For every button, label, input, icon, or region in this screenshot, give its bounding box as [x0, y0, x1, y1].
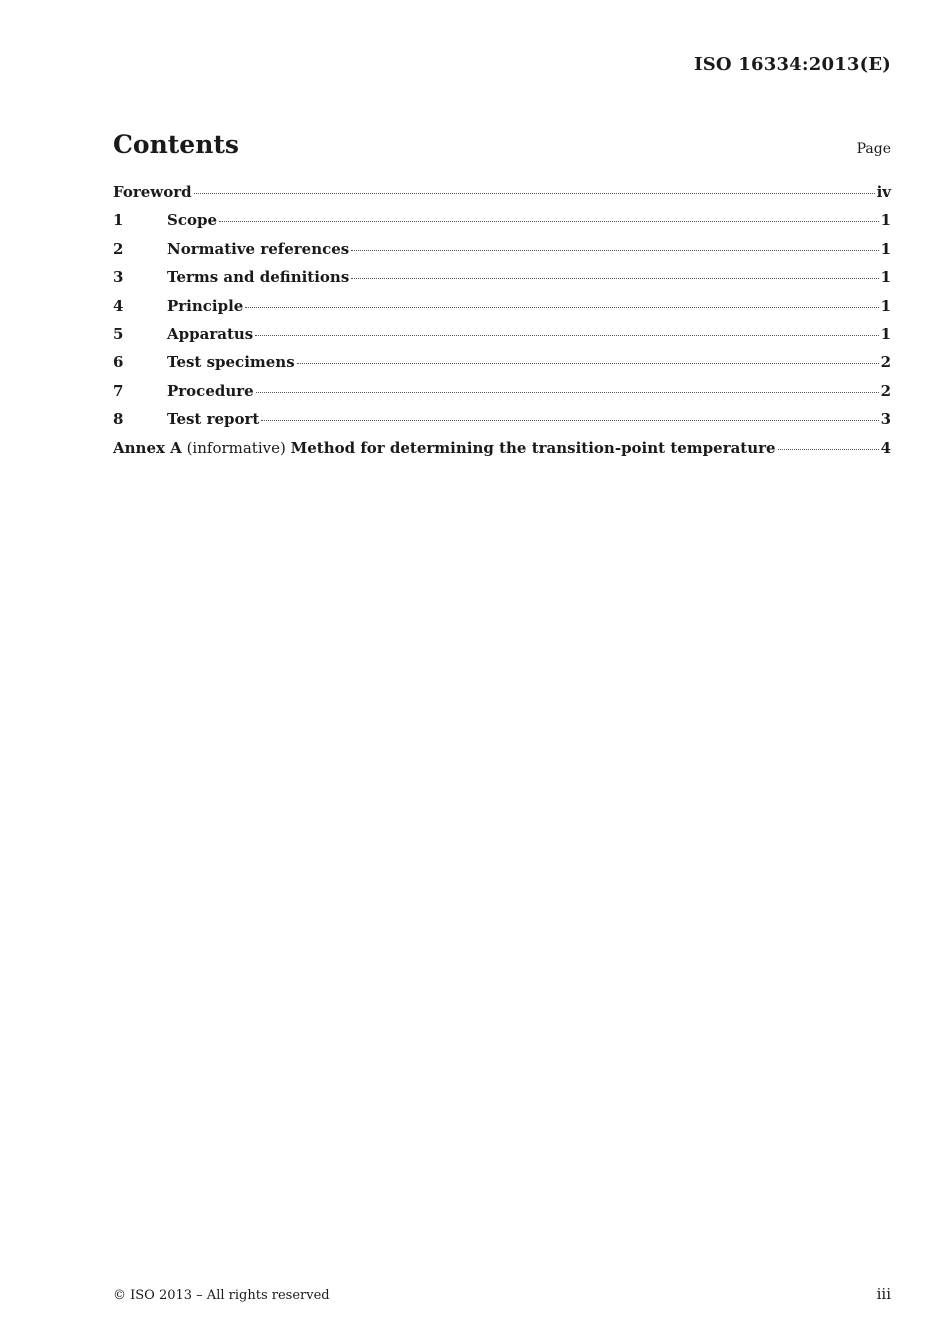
toc-leader-dots: [261, 420, 878, 421]
toc-entry-title: Normative references: [167, 239, 350, 258]
toc-entry-page: 1: [880, 268, 891, 287]
toc-leader-dots: [245, 307, 878, 308]
toc-leader-dots: [351, 250, 878, 251]
toc-entry-test-specimens[interactable]: [113, 353, 891, 381]
toc-entry-apparatus[interactable]: [113, 325, 891, 353]
toc-entry-page: 1: [880, 296, 891, 315]
toc-entry-title: Principle: [167, 296, 244, 315]
contents-title: Contents: [113, 130, 240, 159]
toc-entry-test-report[interactable]: [113, 410, 891, 438]
toc-entry-number: 1: [113, 211, 124, 230]
toc-leader-dots: [219, 221, 879, 222]
toc-entry-scope[interactable]: [113, 211, 891, 239]
toc-entry-page: 2: [880, 381, 891, 400]
toc-entry-number: 5: [113, 324, 124, 343]
toc-entry-number: 3: [113, 268, 124, 287]
toc-entry-title: Scope: [167, 211, 218, 230]
toc-entry-terms-and-definitions[interactable]: [113, 268, 891, 296]
toc-entry-foreword[interactable]: [113, 183, 891, 211]
page-footer: [113, 1285, 891, 1303]
toc-entry-page: 1: [880, 324, 891, 343]
annex-type: (informative): [186, 438, 286, 457]
toc-leader-dots: [194, 193, 875, 194]
annex-label: Annex A: [113, 438, 182, 457]
toc-entry-title: Procedure: [167, 381, 254, 400]
toc-entry-page: 1: [880, 239, 891, 258]
toc-entry-annex-a[interactable]: [113, 439, 891, 467]
toc-entry-number: 4: [113, 296, 124, 315]
toc-leader-dots: [778, 449, 879, 450]
contents-header: [113, 130, 891, 159]
toc-entry-page: iv: [876, 183, 891, 201]
document-id: ISO 16334:2013(E): [694, 54, 891, 75]
toc-entry-number: 2: [113, 239, 124, 258]
toc-entry-title: Apparatus: [167, 324, 254, 343]
toc-entry-page: 4: [880, 438, 891, 457]
toc-entry-title: Foreword: [113, 183, 192, 201]
toc-entry-procedure[interactable]: [113, 382, 891, 410]
table-of-contents: [113, 183, 891, 467]
toc-entry-number: 6: [113, 353, 124, 372]
page-number: iii: [876, 1285, 891, 1303]
toc-entry-page: 2: [880, 353, 891, 372]
copyright-notice: © ISO 2013 – All rights reserved: [113, 1288, 330, 1303]
toc-leader-dots: [255, 335, 878, 336]
toc-leader-dots: [351, 278, 878, 279]
toc-entry-title: Test specimens: [167, 353, 295, 372]
toc-entry-number: 7: [113, 381, 124, 400]
toc-leader-dots: [256, 392, 879, 393]
toc-entry-page: 1: [880, 211, 891, 230]
toc-leader-dots: [297, 363, 879, 364]
toc-entry-number: 8: [113, 410, 124, 429]
page-column-label: Page: [856, 141, 891, 157]
annex-title: Method for determining the transition-point temperature: [290, 438, 776, 457]
toc-entry-normative-references[interactable]: [113, 240, 891, 268]
toc-entry-title: Terms and definitions: [167, 268, 350, 287]
toc-entry-page: 3: [880, 410, 891, 429]
toc-entry-title: Test report: [167, 410, 260, 429]
toc-entry-principle[interactable]: [113, 297, 891, 325]
